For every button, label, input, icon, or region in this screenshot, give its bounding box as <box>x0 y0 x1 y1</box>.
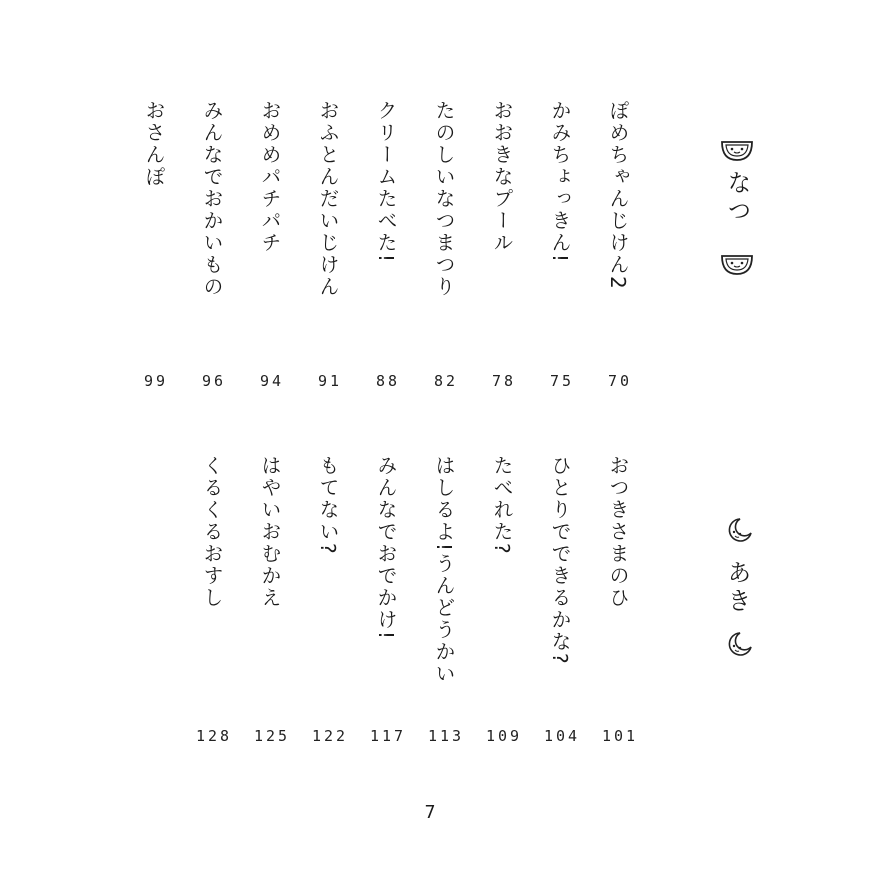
entry-page: 104 <box>543 727 581 745</box>
entry-title: もてない? <box>316 455 340 556</box>
entry-page: 113 <box>427 727 465 745</box>
entry-title: くるくるおすし <box>200 455 224 609</box>
entry-title: みんなでおでかけ! <box>374 455 398 642</box>
entry-page: 101 <box>601 727 639 745</box>
entry-title: おふとんだいじけん <box>316 100 340 298</box>
entry-title: ひとりでできるかな? <box>548 455 572 666</box>
entry-page: 109 <box>485 727 523 745</box>
entry-title: はしるよ!うんどうかい <box>432 455 456 686</box>
entry-title: みんなでおかいもの <box>200 100 224 298</box>
entry-title: かみちょっきん! <box>548 100 572 265</box>
autumn-heading <box>712 455 762 755</box>
entry-page: 82 <box>433 372 459 390</box>
entry-title: たのしいなつまつり <box>432 100 456 298</box>
entry-title: たべれた? <box>490 455 514 556</box>
entry-title: おおきなプール <box>490 100 514 254</box>
entry-title: クリームたべた! <box>374 100 398 265</box>
summer-section <box>0 100 875 410</box>
entry-title: ぽめちゃんじけん2 <box>606 100 630 291</box>
entry-title: おさんぽ <box>142 100 166 188</box>
autumn-title: あき <box>723 560 751 616</box>
entry-page: 99 <box>143 372 169 390</box>
summer-heading <box>712 100 762 400</box>
entry-page: 91 <box>317 372 343 390</box>
entry-page: 117 <box>369 727 407 745</box>
summer-title: なつ <box>723 170 751 226</box>
entry-title: おつきさまのひ <box>606 455 630 609</box>
entry-page: 125 <box>253 727 291 745</box>
entry-page: 78 <box>491 372 517 390</box>
watermelon-icon <box>720 138 754 164</box>
entry-page: 75 <box>549 372 575 390</box>
entry-page: 128 <box>195 727 233 745</box>
entry-page: 94 <box>259 372 285 390</box>
entry-page: 88 <box>375 372 401 390</box>
entry-page: 70 <box>607 372 633 390</box>
autumn-section <box>0 455 875 760</box>
entry-title: おめめパチパチ <box>258 100 282 254</box>
crescent-moon-icon <box>720 631 754 657</box>
crescent-moon-icon <box>720 517 754 543</box>
entry-page: 96 <box>201 372 227 390</box>
entry-page: 122 <box>311 727 349 745</box>
page-number: 7 <box>424 802 436 823</box>
entry-title: はやいおむかえ <box>258 455 282 609</box>
watermelon-icon <box>720 252 754 278</box>
